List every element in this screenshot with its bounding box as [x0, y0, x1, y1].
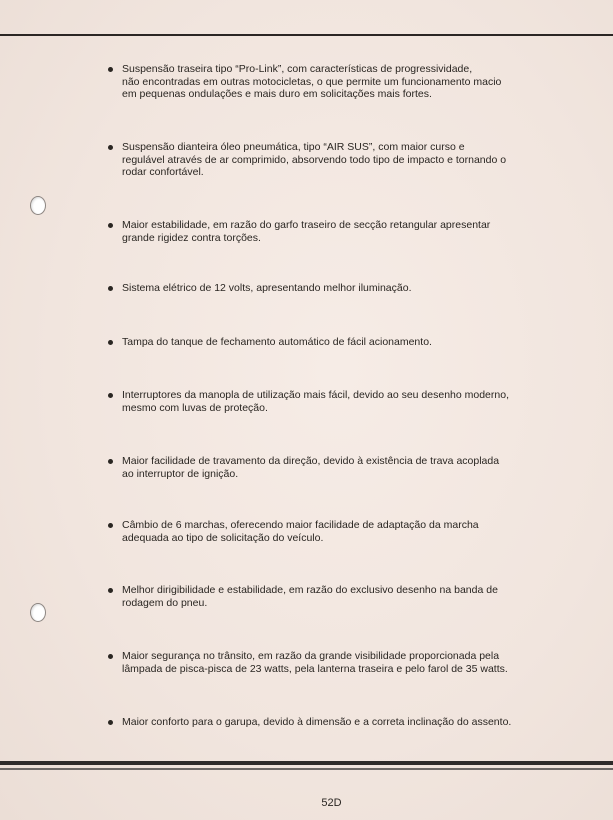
list-item-text: Maior conforto para o garupa, devido à dimensão e a correta inclinação do assento.: [122, 716, 512, 728]
bullet-icon: [108, 145, 113, 150]
list-item: [108, 141, 548, 179]
bullet-icon: [108, 67, 113, 72]
bullet-icon: [108, 654, 113, 659]
bottom-rule: [0, 761, 613, 765]
list-item-text: Melhor dirigibilidade e estabilidade, em razão do exclusivo desenho na banda de rodagem do pneu.: [122, 584, 498, 609]
list-item: [108, 63, 548, 101]
bullet-icon: [108, 720, 113, 725]
list-item: [108, 282, 548, 295]
list-item: [108, 455, 548, 480]
list-item-text: Tampa do tanque de fechamento automático de fácil acionamento.: [122, 336, 432, 348]
list-item-text: Suspensão dianteira óleo pneumática, tipo “AIR SUS”, com maior curso e regulável através de ar comprimido, absorvendo todo tipo de impacto e tornando o rodar confortável.: [122, 141, 507, 178]
list-item: [108, 650, 548, 675]
page-number: 52D: [321, 797, 342, 809]
list-item: [108, 716, 548, 729]
bullet-icon: [108, 459, 113, 464]
list-item-text: Interruptores da manopla de utilização mais fácil, devido ao seu desenho moderno, mesmo com luvas de proteção.: [122, 389, 509, 414]
list-item-text: Sistema elétrico de 12 volts, apresentando melhor iluminação.: [122, 282, 412, 294]
list-item-text: Maior estabilidade, em razão do garfo traseiro de secção retangular apresentar grande rigidez contra torções.: [122, 219, 491, 244]
bullet-icon: [108, 523, 113, 528]
bottom-rule-thin: [0, 768, 613, 770]
list-item-text: Suspensão traseira tipo “Pro-Link”, com características de progressividade, não encontradas em outras motocicletas, o que permite um funcionamento macio em pequenas ondulações e mais duro em solicitações mais fortes.: [122, 63, 502, 100]
bullet-icon: [108, 223, 113, 228]
bullet-icon: [108, 340, 113, 345]
list-item: [108, 219, 548, 244]
list-item: [108, 389, 548, 414]
bullet-icon: [108, 286, 113, 291]
bullet-icon: [108, 588, 113, 593]
list-item: [108, 584, 548, 609]
list-item-text: Maior facilidade de travamento da direção, devido à existência de trava acoplada ao interruptor de ignição.: [122, 455, 500, 480]
bullet-icon: [108, 393, 113, 398]
list-item-text: Maior segurança no trânsito, em razão da grande visibilidade proporcionada pela lâmpada de pisca-pisca de 23 watts, pela lanterna traseira e pelo farol de 35 watts.: [122, 650, 508, 675]
list-item-text: Câmbio de 6 marchas, oferecendo maior facilidade de adaptação da marcha adequada ao tipo de solicitação do veículo.: [122, 519, 479, 544]
list-item: [108, 336, 548, 349]
list-item: [108, 519, 548, 544]
